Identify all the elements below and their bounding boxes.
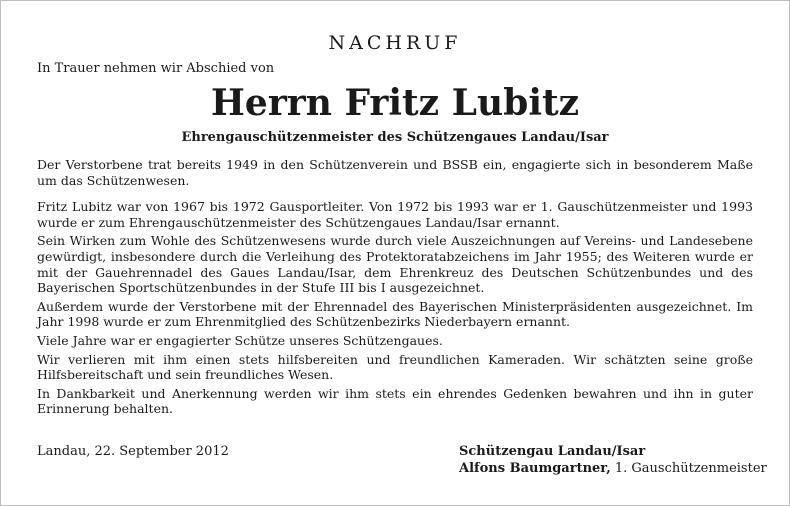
paragraph-membership: Der Verstorbene trat bereits 1949 in den Schützenverein und BSSB ein, engagierte sich in besonderem Maße um das Schützenwesen. bbox=[37, 157, 753, 188]
obituary-body bbox=[37, 157, 753, 420]
signatory-name: Alfons Baumgartner, bbox=[459, 461, 611, 476]
deceased-name: Herrn Fritz Lubitz bbox=[210, 82, 580, 124]
signatory-role: 1. Gauschützenmeister bbox=[610, 461, 767, 476]
paragraph-honors: Außerdem wurde der Verstorbene mit der Ehrennadel des Bayerischen Ministerpräsidenten ausgezeichnet. Im Jahr 1998 wurde er zum Ehrenmitglied des Schützenbezirks Niederbayern ernannt. bbox=[37, 298, 753, 330]
paragraph-offices: Fritz Lubitz war von 1967 bis 1972 Gausportleiter. Von 1972 bis 1993 war er 1. Gauschützenmeister und 1993 wurde er zum Ehrengauschützenmeister des Schützengaues Landau/Isar ernannt. bbox=[37, 199, 753, 230]
intro-line: In Trauer nehmen wir Abschied von bbox=[37, 61, 275, 76]
signature-block bbox=[459, 443, 767, 477]
signatory-line bbox=[459, 460, 767, 477]
paragraph-gratitude: In Dankbarkeit und Anerkennung werden wir ihm stets ein ehrendes Gedenken bewahren und ihn in guter Erinnerung behalten. bbox=[37, 385, 753, 417]
paragraph-awards: Sein Wirken zum Wohle des Schützenwesens wurde durch viele Auszeichnungen auf Vereins- und Landesebene gewürdigt, insbesondere durch die Verleihung des Protektoratabzeichens im Jahr 1955; des Weiteren wurde er mit der Gauehrennadel des Gaues Landau/Isar, dem Ehrenkreuz des Deutschen Schützenbundes und des Bayerischen Sportschützenbundes in der Stufe III bis I ausgezeichnet. bbox=[37, 233, 753, 296]
place-date: Landau, 22. September 2012 bbox=[37, 444, 229, 459]
signing-organization: Schützengau Landau/Isar bbox=[459, 444, 646, 459]
paragraph-loss: Wir verlieren mit ihm einen stets hilfsbereiten und freundlichen Kameraden. Wir schätzten seine große Hilfsbereitschaft und sein freundliches Wesen. bbox=[37, 351, 753, 383]
paragraph-engagement: Viele Jahre war er engagierter Schütze unseres Schützengaues. bbox=[37, 332, 443, 348]
deceased-title: Ehrengauschützenmeister des Schützengaues Landau/Isar bbox=[181, 130, 609, 145]
notice-heading: NACHRUF bbox=[328, 32, 462, 54]
